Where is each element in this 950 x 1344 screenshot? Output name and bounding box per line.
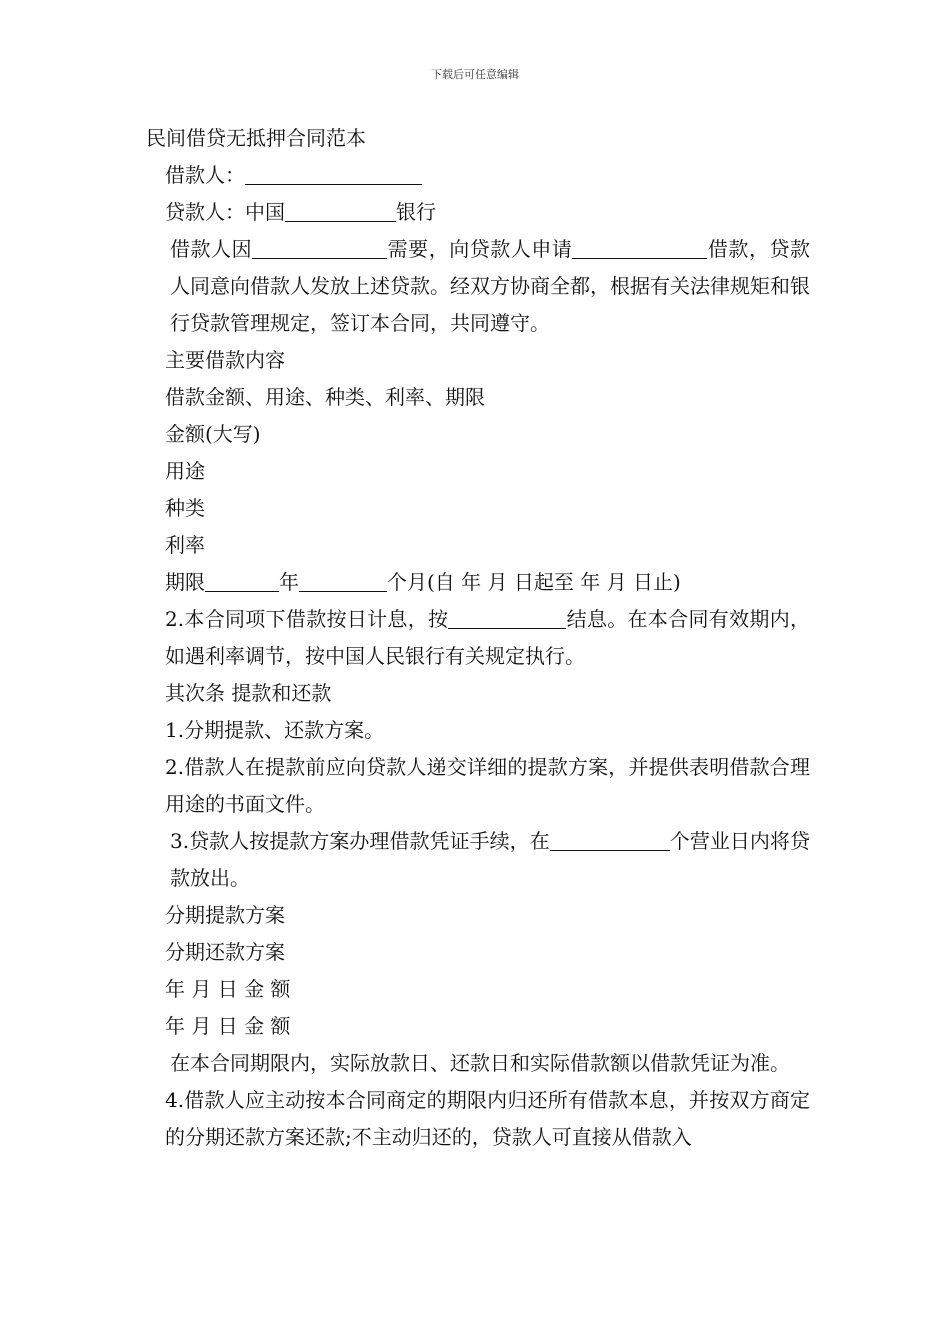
lender-label: 贷款人：中国 xyxy=(165,200,285,224)
date-amount-line-1: 年 月 日 金 额 xyxy=(165,977,291,1001)
s2-3-part-b: 个营业日内将贷款放出。 xyxy=(170,829,810,890)
lender-bank-blank[interactable] xyxy=(285,199,396,222)
s2-3-part-a: 3.贷款人按提款方案办理借款凭证手续，在 xyxy=(170,829,550,853)
term-years-blank[interactable] xyxy=(205,569,279,592)
contract-title: 民间借贷无抵押合同范本 xyxy=(146,126,366,150)
p1-part-b: 需要，向贷款人申请 xyxy=(387,237,573,261)
main-content-heading: 主要借款内容 xyxy=(165,348,285,372)
p2-part-a: 2.本合同项下借款按日计息，按 xyxy=(165,607,449,631)
section2-item2: 2.借款人在提款前应向贷款人递交详细的提款方案，并提供表明借款合理用途的书面文件。 xyxy=(165,755,810,816)
repay-plan-line: 分期还款方案 xyxy=(165,940,285,964)
term-part-a: 期限 xyxy=(165,570,205,594)
borrower-line xyxy=(146,157,810,194)
usage-line: 用途 xyxy=(165,459,205,483)
paragraph-purpose xyxy=(146,231,810,342)
borrower-blank[interactable] xyxy=(245,162,422,185)
paragraph-interest xyxy=(146,601,810,675)
kind-line: 种类 xyxy=(165,496,205,520)
p1-part-a: 借款人因 xyxy=(170,237,253,261)
date-amount-line-2: 年 月 日 金 额 xyxy=(165,1014,291,1038)
items-line: 借款金额、用途、种类、利率、期限 xyxy=(165,385,485,409)
section2-item1: 1.分期提款、还款方案。 xyxy=(165,718,385,742)
contract-body xyxy=(146,120,810,1156)
rate-line: 利率 xyxy=(165,533,205,557)
lender-line xyxy=(146,194,810,231)
section2-heading: 其次条 提款和还款 xyxy=(165,681,332,705)
page-header-note: 下载后可任意编辑 xyxy=(431,68,519,81)
p2-part-b: 结息。在本合同有效期内，如遇利率调节，按中国人民银行有关规定执行。 xyxy=(165,607,810,668)
section2-item3 xyxy=(146,823,810,897)
amount-line: 金额(大写) xyxy=(165,422,261,446)
p1-part-c: 借款，贷款人同意向借款人发放上述贷款。经双方协商全都，根据有关法律规矩和银行贷款管理规定，签订本合同，共同遵守。 xyxy=(170,237,811,335)
term-months-blank[interactable] xyxy=(299,569,387,592)
borrower-label: 借款人： xyxy=(165,163,245,187)
term-part-b: 年 xyxy=(279,570,299,594)
interest-settle-blank[interactable] xyxy=(448,606,566,629)
term-part-c: 个月(自 年 月 日起至 年 月 日止) xyxy=(387,570,681,594)
loan-type-blank[interactable] xyxy=(572,236,707,259)
section2-item4: 4.借款人应主动按本合同商定的期限内归还所有借款本息，并按双方商定的分期还款方案还款;不主动归还的，贷款人可直接从借款入 xyxy=(165,1088,810,1149)
term-line xyxy=(146,564,810,601)
paragraph-term-basis: 在本合同期限内，实际放款日、还款日和实际借款额以借款凭证为准。 xyxy=(170,1051,790,1075)
purpose-blank[interactable] xyxy=(252,236,387,259)
business-days-blank[interactable] xyxy=(550,828,670,851)
draw-plan-line: 分期提款方案 xyxy=(165,903,285,927)
lender-suffix: 银行 xyxy=(396,200,436,224)
